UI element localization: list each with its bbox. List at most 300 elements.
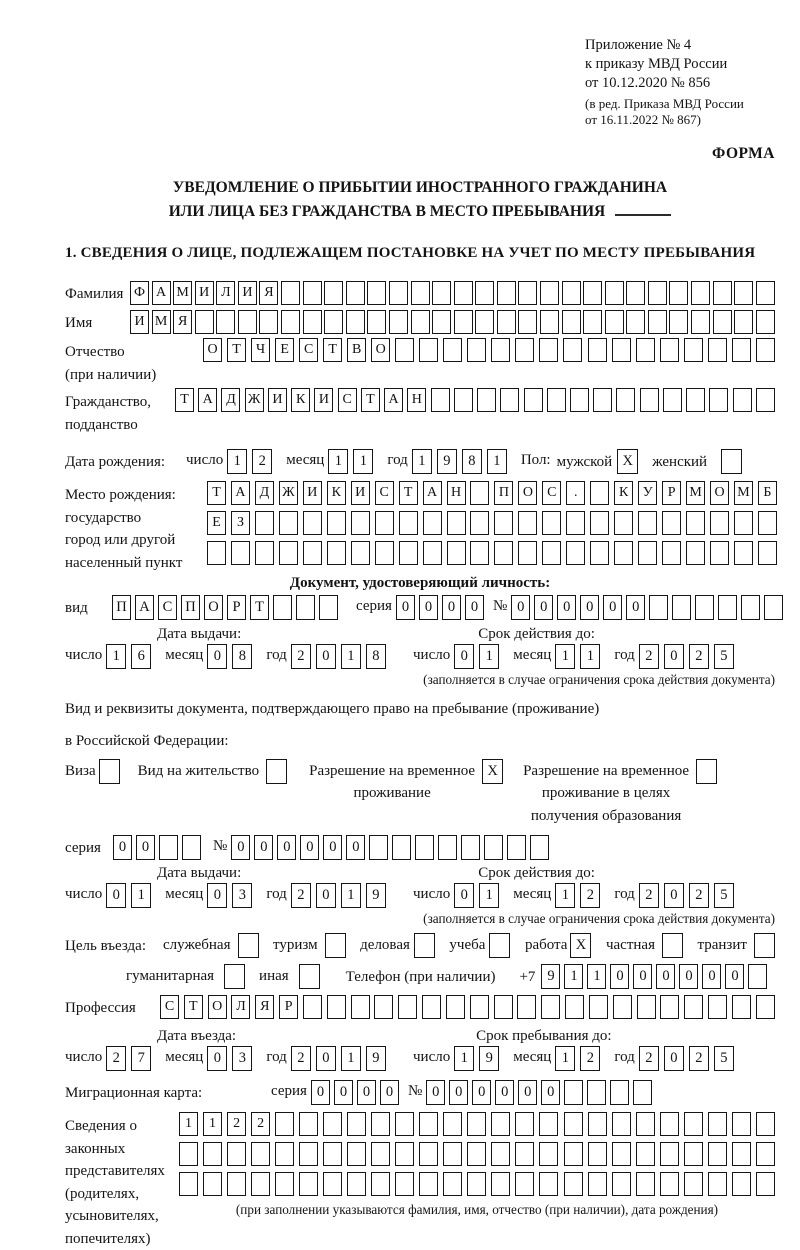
identity-issue-day[interactable] [106, 644, 156, 669]
char-cell[interactable] [195, 310, 214, 334]
char-cell[interactable]: Т [175, 388, 194, 412]
char-cell[interactable] [203, 1142, 222, 1166]
char-cell[interactable] [179, 1142, 198, 1166]
char-cell[interactable] [500, 388, 519, 412]
char-cell[interactable]: Т [399, 481, 418, 505]
char-cell[interactable] [303, 995, 322, 1019]
char-cell[interactable] [588, 338, 607, 362]
char-cell[interactable] [369, 835, 388, 860]
char-cell[interactable] [346, 281, 365, 305]
char-cell[interactable]: 0 [465, 595, 484, 620]
stay-year-input[interactable] [639, 1046, 739, 1071]
char-cell[interactable]: С [158, 595, 177, 620]
char-cell[interactable] [612, 338, 631, 362]
char-cell[interactable] [470, 541, 489, 565]
char-cell[interactable] [419, 1172, 438, 1196]
char-cell[interactable] [432, 310, 451, 334]
purpose-work-checkbox[interactable]: X [570, 933, 591, 958]
char-cell[interactable]: 0 [316, 644, 336, 669]
char-cell[interactable] [375, 511, 394, 535]
legal-reps-input-row2[interactable] [179, 1142, 775, 1166]
residence-permit-checkbox[interactable] [266, 759, 287, 784]
char-cell[interactable]: Я [259, 281, 278, 305]
char-cell[interactable]: Я [255, 995, 274, 1019]
char-cell[interactable] [454, 281, 473, 305]
char-cell[interactable] [477, 388, 496, 412]
char-cell[interactable] [419, 1142, 438, 1166]
char-cell[interactable]: 2 [291, 883, 311, 908]
char-cell[interactable]: Т [250, 595, 269, 620]
char-cell[interactable]: 1 [479, 883, 499, 908]
char-cell[interactable] [756, 1142, 775, 1166]
char-cell[interactable] [684, 1112, 703, 1136]
char-cell[interactable]: 0 [316, 1046, 336, 1071]
char-cell[interactable]: 0 [656, 964, 675, 989]
char-cell[interactable] [470, 511, 489, 535]
identity-expiry-year[interactable] [639, 644, 739, 669]
char-cell[interactable] [323, 1172, 342, 1196]
char-cell[interactable] [756, 281, 775, 305]
char-cell[interactable]: 1 [479, 644, 499, 669]
char-cell[interactable]: 0 [541, 1080, 560, 1105]
char-cell[interactable]: 2 [291, 644, 311, 669]
char-cell[interactable] [395, 1172, 414, 1196]
char-cell[interactable] [389, 281, 408, 305]
char-cell[interactable] [389, 310, 408, 334]
char-cell[interactable] [231, 541, 250, 565]
char-cell[interactable]: 2 [580, 883, 600, 908]
char-cell[interactable] [299, 1142, 318, 1166]
char-cell[interactable]: 9 [541, 964, 560, 989]
char-cell[interactable] [494, 995, 513, 1019]
char-cell[interactable]: 0 [725, 964, 744, 989]
char-cell[interactable] [539, 1112, 558, 1136]
char-cell[interactable] [423, 511, 442, 535]
char-cell[interactable]: 0 [254, 835, 273, 860]
char-cell[interactable]: Н [447, 481, 466, 505]
char-cell[interactable] [672, 595, 691, 620]
char-cell[interactable]: 8 [462, 449, 482, 474]
char-cell[interactable] [708, 338, 727, 362]
purpose-other-checkbox[interactable] [299, 964, 320, 989]
char-cell[interactable] [734, 541, 753, 565]
char-cell[interactable]: 1 [341, 644, 361, 669]
char-cell[interactable]: 1 [227, 449, 247, 474]
char-cell[interactable] [470, 995, 489, 1019]
temp-residence-edu-checkbox[interactable] [696, 759, 717, 784]
birth-year-input[interactable] [412, 449, 512, 474]
char-cell[interactable] [367, 281, 386, 305]
char-cell[interactable] [605, 310, 624, 334]
char-cell[interactable] [327, 995, 346, 1019]
char-cell[interactable]: 0 [580, 595, 599, 620]
char-cell[interactable] [179, 1172, 198, 1196]
residence-number-input[interactable] [231, 835, 553, 860]
char-cell[interactable] [563, 338, 582, 362]
char-cell[interactable] [570, 388, 589, 412]
char-cell[interactable]: 0 [534, 595, 553, 620]
char-cell[interactable]: 1 [564, 964, 583, 989]
char-cell[interactable] [371, 1142, 390, 1166]
char-cell[interactable] [590, 541, 609, 565]
char-cell[interactable] [636, 1112, 655, 1136]
purpose-private-checkbox[interactable] [662, 933, 683, 958]
citizenship-input[interactable] [175, 388, 775, 412]
char-cell[interactable]: 5 [714, 883, 734, 908]
char-cell[interactable] [710, 541, 729, 565]
char-cell[interactable] [399, 541, 418, 565]
char-cell[interactable] [660, 1142, 679, 1166]
char-cell[interactable] [467, 338, 486, 362]
char-cell[interactable]: З [231, 511, 250, 535]
purpose-business-checkbox[interactable] [414, 933, 435, 958]
char-cell[interactable]: 2 [639, 644, 659, 669]
char-cell[interactable]: 1 [203, 1112, 222, 1136]
char-cell[interactable] [303, 281, 322, 305]
char-cell[interactable]: 0 [231, 835, 250, 860]
char-cell[interactable]: 0 [316, 883, 336, 908]
char-cell[interactable] [443, 1112, 462, 1136]
residence-series-input[interactable] [113, 835, 205, 860]
char-cell[interactable]: 1 [487, 449, 507, 474]
char-cell[interactable] [637, 995, 656, 1019]
char-cell[interactable] [475, 310, 494, 334]
char-cell[interactable]: 0 [380, 1080, 399, 1105]
char-cell[interactable] [279, 541, 298, 565]
char-cell[interactable] [590, 511, 609, 535]
char-cell[interactable] [375, 541, 394, 565]
doc-number-input[interactable] [511, 595, 787, 620]
char-cell[interactable] [530, 835, 549, 860]
char-cell[interactable]: 5 [714, 1046, 734, 1071]
char-cell[interactable]: 0 [664, 644, 684, 669]
char-cell[interactable]: К [327, 481, 346, 505]
char-cell[interactable] [367, 310, 386, 334]
char-cell[interactable]: И [130, 310, 149, 334]
char-cell[interactable] [351, 995, 370, 1019]
char-cell[interactable] [732, 1172, 751, 1196]
char-cell[interactable]: 0 [323, 835, 342, 860]
char-cell[interactable] [605, 281, 624, 305]
char-cell[interactable] [255, 511, 274, 535]
char-cell[interactable] [323, 1142, 342, 1166]
char-cell[interactable] [636, 338, 655, 362]
char-cell[interactable]: 0 [277, 835, 296, 860]
char-cell[interactable] [583, 310, 602, 334]
entry-month-input[interactable] [207, 1046, 257, 1071]
char-cell[interactable] [564, 1112, 583, 1136]
char-cell[interactable] [648, 281, 667, 305]
char-cell[interactable]: 0 [396, 595, 415, 620]
identity-issue-year[interactable] [291, 644, 391, 669]
char-cell[interactable]: Д [221, 388, 240, 412]
char-cell[interactable] [718, 595, 737, 620]
residence-expiry-month[interactable] [555, 883, 605, 908]
char-cell[interactable] [587, 1080, 606, 1105]
char-cell[interactable]: О [710, 481, 729, 505]
char-cell[interactable]: Б [758, 481, 777, 505]
char-cell[interactable] [324, 310, 343, 334]
char-cell[interactable]: Д [255, 481, 274, 505]
char-cell[interactable] [431, 388, 450, 412]
char-cell[interactable]: 0 [419, 595, 438, 620]
char-cell[interactable]: И [195, 281, 214, 305]
char-cell[interactable] [733, 388, 752, 412]
char-cell[interactable] [319, 595, 338, 620]
char-cell[interactable] [691, 310, 710, 334]
char-cell[interactable] [447, 541, 466, 565]
char-cell[interactable] [475, 281, 494, 305]
char-cell[interactable] [327, 511, 346, 535]
char-cell[interactable] [347, 1142, 366, 1166]
char-cell[interactable] [524, 388, 543, 412]
char-cell[interactable] [648, 310, 667, 334]
char-cell[interactable] [515, 1172, 534, 1196]
char-cell[interactable] [588, 1172, 607, 1196]
purpose-transit-checkbox[interactable] [754, 933, 775, 958]
char-cell[interactable]: 0 [311, 1080, 330, 1105]
char-cell[interactable] [275, 1112, 294, 1136]
char-cell[interactable]: 9 [479, 1046, 499, 1071]
char-cell[interactable] [374, 995, 393, 1019]
char-cell[interactable]: 1 [341, 883, 361, 908]
stay-month-input[interactable] [555, 1046, 605, 1071]
char-cell[interactable] [540, 281, 559, 305]
char-cell[interactable] [612, 1112, 631, 1136]
char-cell[interactable] [638, 511, 657, 535]
char-cell[interactable] [684, 995, 703, 1019]
char-cell[interactable] [255, 541, 274, 565]
char-cell[interactable] [371, 1112, 390, 1136]
char-cell[interactable] [415, 835, 434, 860]
char-cell[interactable]: 6 [131, 644, 151, 669]
char-cell[interactable] [443, 1172, 462, 1196]
char-cell[interactable] [281, 310, 300, 334]
char-cell[interactable] [636, 1142, 655, 1166]
char-cell[interactable]: 0 [511, 595, 530, 620]
char-cell[interactable]: 2 [291, 1046, 311, 1071]
char-cell[interactable]: А [152, 281, 171, 305]
purpose-study-checkbox[interactable] [489, 933, 510, 958]
char-cell[interactable]: 0 [664, 883, 684, 908]
char-cell[interactable]: К [291, 388, 310, 412]
char-cell[interactable] [663, 388, 682, 412]
char-cell[interactable] [626, 310, 645, 334]
char-cell[interactable] [494, 511, 513, 535]
char-cell[interactable] [497, 310, 516, 334]
char-cell[interactable]: И [303, 481, 322, 505]
char-cell[interactable] [564, 1172, 583, 1196]
identity-expiry-month[interactable] [555, 644, 605, 669]
char-cell[interactable] [159, 835, 178, 860]
char-cell[interactable] [732, 338, 751, 362]
char-cell[interactable] [612, 1142, 631, 1166]
birth-place-input-row2[interactable] [207, 511, 777, 535]
char-cell[interactable] [491, 1142, 510, 1166]
visa-checkbox[interactable] [99, 759, 120, 784]
char-cell[interactable] [540, 310, 559, 334]
char-cell[interactable] [395, 1112, 414, 1136]
char-cell[interactable]: Е [275, 338, 294, 362]
char-cell[interactable] [691, 281, 710, 305]
char-cell[interactable]: 2 [639, 883, 659, 908]
char-cell[interactable] [583, 281, 602, 305]
char-cell[interactable]: В [347, 338, 366, 362]
char-cell[interactable] [467, 1172, 486, 1196]
purpose-humanitarian-checkbox[interactable] [224, 964, 245, 989]
char-cell[interactable]: 9 [366, 1046, 386, 1071]
char-cell[interactable] [562, 281, 581, 305]
char-cell[interactable]: А [231, 481, 250, 505]
char-cell[interactable] [732, 1112, 751, 1136]
char-cell[interactable] [259, 310, 278, 334]
char-cell[interactable] [518, 310, 537, 334]
char-cell[interactable]: 0 [454, 883, 474, 908]
char-cell[interactable] [515, 1112, 534, 1136]
char-cell[interactable]: 0 [633, 964, 652, 989]
char-cell[interactable]: 0 [207, 644, 227, 669]
male-checkbox[interactable]: X [617, 449, 638, 474]
char-cell[interactable]: А [135, 595, 154, 620]
doc-kind-input[interactable] [112, 595, 342, 620]
char-cell[interactable] [756, 338, 775, 362]
char-cell[interactable]: 0 [454, 644, 474, 669]
char-cell[interactable] [662, 541, 681, 565]
char-cell[interactable] [589, 995, 608, 1019]
char-cell[interactable] [708, 1142, 727, 1166]
char-cell[interactable] [684, 338, 703, 362]
char-cell[interactable]: 0 [603, 595, 622, 620]
char-cell[interactable] [411, 310, 430, 334]
char-cell[interactable] [756, 388, 775, 412]
char-cell[interactable] [564, 1080, 583, 1105]
char-cell[interactable] [686, 388, 705, 412]
profession-input[interactable] [160, 995, 775, 1019]
char-cell[interactable] [756, 1172, 775, 1196]
char-cell[interactable] [419, 338, 438, 362]
char-cell[interactable] [411, 281, 430, 305]
char-cell[interactable] [323, 1112, 342, 1136]
char-cell[interactable]: Е [207, 511, 226, 535]
char-cell[interactable]: 1 [555, 1046, 575, 1071]
char-cell[interactable] [565, 995, 584, 1019]
char-cell[interactable]: 0 [679, 964, 698, 989]
char-cell[interactable] [660, 1172, 679, 1196]
char-cell[interactable] [238, 310, 257, 334]
char-cell[interactable]: А [198, 388, 217, 412]
char-cell[interactable] [395, 338, 414, 362]
char-cell[interactable]: 0 [702, 964, 721, 989]
char-cell[interactable] [684, 1172, 703, 1196]
char-cell[interactable]: Н [407, 388, 426, 412]
char-cell[interactable] [351, 541, 370, 565]
birth-place-input-row3[interactable] [207, 541, 777, 565]
char-cell[interactable] [207, 541, 226, 565]
char-cell[interactable] [695, 595, 714, 620]
char-cell[interactable] [491, 338, 510, 362]
char-cell[interactable] [710, 511, 729, 535]
char-cell[interactable]: 0 [357, 1080, 376, 1105]
char-cell[interactable] [758, 511, 777, 535]
char-cell[interactable] [756, 310, 775, 334]
purpose-official-checkbox[interactable] [238, 933, 259, 958]
stay-day-input[interactable] [454, 1046, 504, 1071]
char-cell[interactable] [281, 281, 300, 305]
char-cell[interactable] [756, 995, 775, 1019]
char-cell[interactable]: 2 [689, 883, 709, 908]
char-cell[interactable] [734, 281, 753, 305]
char-cell[interactable] [734, 511, 753, 535]
char-cell[interactable] [616, 388, 635, 412]
char-cell[interactable] [351, 511, 370, 535]
char-cell[interactable] [491, 1172, 510, 1196]
migration-number-input[interactable] [426, 1080, 656, 1105]
char-cell[interactable]: О [208, 995, 227, 1019]
char-cell[interactable]: И [238, 281, 257, 305]
char-cell[interactable] [756, 1112, 775, 1136]
char-cell[interactable]: 2 [580, 1046, 600, 1071]
char-cell[interactable]: 0 [106, 883, 126, 908]
char-cell[interactable] [296, 595, 315, 620]
char-cell[interactable] [251, 1142, 270, 1166]
char-cell[interactable]: 1 [106, 644, 126, 669]
char-cell[interactable]: Л [216, 281, 235, 305]
char-cell[interactable] [732, 1142, 751, 1166]
char-cell[interactable] [708, 1112, 727, 1136]
char-cell[interactable] [612, 1172, 631, 1196]
char-cell[interactable]: 3 [232, 883, 252, 908]
char-cell[interactable]: 7 [131, 1046, 151, 1071]
char-cell[interactable] [713, 281, 732, 305]
char-cell[interactable]: Р [662, 481, 681, 505]
char-cell[interactable] [590, 481, 609, 505]
char-cell[interactable]: О [204, 595, 223, 620]
char-cell[interactable] [542, 541, 561, 565]
char-cell[interactable] [626, 281, 645, 305]
char-cell[interactable]: 0 [472, 1080, 491, 1105]
entry-day-input[interactable] [106, 1046, 156, 1071]
char-cell[interactable] [423, 541, 442, 565]
char-cell[interactable] [764, 595, 783, 620]
char-cell[interactable] [709, 388, 728, 412]
char-cell[interactable]: 0 [557, 595, 576, 620]
char-cell[interactable]: И [268, 388, 287, 412]
char-cell[interactable]: 0 [449, 1080, 468, 1105]
char-cell[interactable]: А [384, 388, 403, 412]
char-cell[interactable]: И [351, 481, 370, 505]
char-cell[interactable]: 1 [454, 1046, 474, 1071]
char-cell[interactable] [748, 964, 767, 989]
char-cell[interactable] [741, 595, 760, 620]
purpose-tourism-checkbox[interactable] [325, 933, 346, 958]
char-cell[interactable] [299, 1172, 318, 1196]
char-cell[interactable]: 0 [610, 964, 629, 989]
char-cell[interactable]: М [173, 281, 192, 305]
char-cell[interactable] [203, 1172, 222, 1196]
char-cell[interactable]: 0 [442, 595, 461, 620]
char-cell[interactable]: М [734, 481, 753, 505]
char-cell[interactable] [660, 995, 679, 1019]
char-cell[interactable] [392, 835, 411, 860]
char-cell[interactable] [669, 310, 688, 334]
char-cell[interactable]: 1 [341, 1046, 361, 1071]
char-cell[interactable] [303, 511, 322, 535]
char-cell[interactable] [686, 511, 705, 535]
char-cell[interactable]: Т [361, 388, 380, 412]
char-cell[interactable]: 0 [626, 595, 645, 620]
char-cell[interactable]: Л [231, 995, 250, 1019]
char-cell[interactable]: Ч [251, 338, 270, 362]
